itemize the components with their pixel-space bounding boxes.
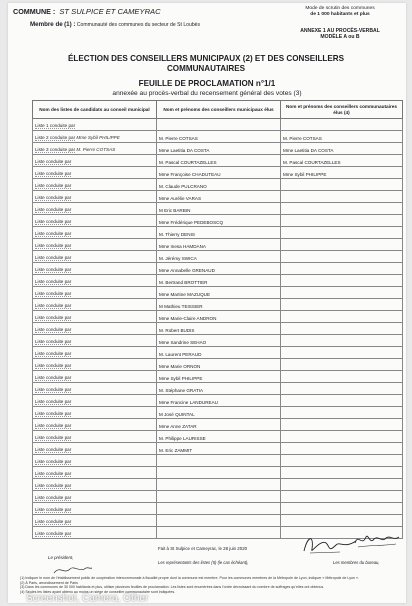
- municipal-elu: M. Stéphane GRATIA: [157, 383, 281, 395]
- municipal-elu: M. Robert BUDIS: [157, 323, 281, 335]
- table-row: [33, 371, 403, 383]
- list-cell: [33, 419, 157, 431]
- list-label: Liste conduite par: [35, 303, 72, 308]
- fait-a: Fait à St Sulpice et Cameyrac, le 28 juin 2020: [158, 546, 248, 551]
- list-label: Liste conduite par: [35, 447, 72, 452]
- municipal-elu: Mme Inesa HAMDANA: [157, 239, 281, 251]
- list-label: Liste conduite par: [35, 339, 72, 344]
- list-cell: [33, 215, 157, 227]
- communautaire-elu: [281, 395, 403, 407]
- table-row: [33, 515, 403, 527]
- list-label: Liste 1 conduite par: [35, 123, 76, 128]
- municipal-elu: [157, 479, 281, 491]
- municipal-elu: M. Laurent PERAUD: [157, 347, 281, 359]
- list-label: Liste conduite par: [35, 159, 72, 164]
- table-row: [33, 467, 403, 479]
- list-cell: [33, 491, 157, 503]
- list-cell: [33, 143, 157, 155]
- representants-label: Les représentants des listes (5) (le cas échéant),: [158, 560, 249, 565]
- list-cell: [33, 443, 157, 455]
- list-label: Liste conduite par: [35, 507, 72, 512]
- list-label: Liste conduite par: [35, 531, 72, 536]
- communautaire-elu: [281, 407, 403, 419]
- list-label: Liste conduite par: [35, 435, 72, 440]
- list-cell: [33, 383, 157, 395]
- municipal-elu: [157, 491, 281, 503]
- table-row: [33, 251, 403, 263]
- document-title: [36, 54, 376, 74]
- communautaire-elu: [281, 491, 403, 503]
- footnote-4: (4) Seules les listes ayant obtenu au moins un siège de conseiller communautaire sont indiquées.: [20, 589, 176, 594]
- municipal-elu: M. Bertrand BROTTIER: [157, 275, 281, 287]
- annexe-line-2: MODÈLE A ou B: [320, 34, 360, 41]
- list-label: Liste conduite par: [35, 183, 72, 188]
- header-listes: Nom des listes de candidats au conseil municipal: [33, 101, 157, 119]
- list-label: Liste conduite par: [35, 267, 72, 272]
- list-label: Liste conduite par: [35, 351, 72, 356]
- commune-value: ST SULPICE ET CAMEYRAC: [59, 7, 161, 16]
- list-cell: [33, 119, 157, 131]
- municipal-elu: [157, 503, 281, 515]
- municipal-elu: [157, 467, 281, 479]
- municipal-elu: [157, 515, 281, 527]
- list-label: Liste conduite par: [35, 207, 72, 212]
- communautaire-elu: [281, 467, 403, 479]
- list-cell: [33, 191, 157, 203]
- table-row: [33, 299, 403, 311]
- table-row: [33, 311, 403, 323]
- municipal-elu: M. Thierry DENIS: [157, 227, 281, 239]
- table-row: [33, 227, 403, 239]
- communautaire-elu: [281, 383, 403, 395]
- communautaire-elu: [281, 287, 403, 299]
- municipal-elu: [157, 455, 281, 467]
- membre-line: [30, 21, 200, 28]
- list-cell: [33, 335, 157, 347]
- list-cell: [33, 239, 157, 251]
- list-cell: [33, 275, 157, 287]
- table-row: [33, 491, 403, 503]
- list-label: Liste conduite par: [35, 315, 72, 320]
- list-label: Liste conduite par: [35, 219, 72, 224]
- municipal-elu: Mme Sandrine SEHAO: [157, 335, 281, 347]
- membre-label: Membre de: [30, 21, 63, 28]
- table-row: [33, 119, 403, 131]
- list-cell: [33, 515, 157, 527]
- communautaire-elu: [281, 347, 403, 359]
- mode-de-scrutin: [286, 6, 394, 18]
- list-label: Liste conduite par: [35, 255, 72, 260]
- list-cell: [33, 167, 157, 179]
- table-row: [33, 503, 403, 515]
- table-row: [33, 263, 403, 275]
- table-row: [33, 347, 403, 359]
- municipal-elu: Mme Anne ZATAR: [157, 419, 281, 431]
- signature-1: [300, 531, 360, 557]
- communautaire-elu: [281, 227, 403, 239]
- table-row: [33, 155, 403, 167]
- communautaire-elu: [281, 263, 403, 275]
- list-cell: [33, 527, 157, 539]
- list-cell: [33, 263, 157, 275]
- president-label: Le président,: [48, 555, 74, 560]
- municipal-elu: Mme Marie-Claire ANDRON: [157, 311, 281, 323]
- commune-line: [13, 7, 161, 16]
- communautaire-elu: [281, 431, 403, 443]
- list-leader: M. Pierre COTSAS: [76, 147, 116, 152]
- list-cell: [33, 179, 157, 191]
- list-label: Liste conduite par: [35, 195, 72, 200]
- municipal-elu: Mme Aurélie VARAS: [157, 191, 281, 203]
- list-label: Liste 2 conduite par: [35, 135, 76, 140]
- municipal-elu: M. Claude PULCRANO: [157, 179, 281, 191]
- header-communautaires: Nom et prénoms des conseillers communautaires élus (4): [281, 101, 403, 119]
- table-row: [33, 455, 403, 467]
- communautaire-elu: [281, 359, 403, 371]
- list-leader: Mme Sybil PHILIPPE: [76, 135, 120, 140]
- communautaire-elu: [281, 179, 403, 191]
- communautaire-elu: [281, 515, 403, 527]
- municipal-elu: M. Pierre COTSAS: [157, 131, 281, 143]
- communautaire-elu: [281, 191, 403, 203]
- list-label: Liste conduite par: [35, 423, 72, 428]
- mode-line-2: de 1 000 habitants et plus: [310, 12, 370, 17]
- list-cell: [33, 503, 157, 515]
- municipal-elu: Mme Martine MAZUQUE: [157, 287, 281, 299]
- list-label: Liste conduite par: [35, 495, 72, 500]
- list-label: Liste conduite par: [35, 231, 72, 236]
- municipal-elu: M Eric BARBIN: [157, 203, 281, 215]
- watermark: Screenshot, Camera, Other: [26, 593, 149, 603]
- municipal-elu: M. Eric ZAMMIT: [157, 443, 281, 455]
- municipal-elu: M. Jérémy SWICA: [157, 251, 281, 263]
- signature-2: [352, 529, 402, 551]
- list-label: Liste conduite par: [35, 291, 72, 296]
- list-label: Liste 3 conduite par: [35, 147, 76, 152]
- proclamation-sheet: [8, 3, 406, 603]
- proclamation-table: [32, 100, 403, 539]
- annexe-label: [290, 28, 390, 41]
- membres-label: Les membres du bureau,: [333, 560, 380, 565]
- list-label: Liste conduite par: [35, 411, 72, 416]
- list-cell: [33, 131, 157, 143]
- municipal-elu: Mme Annabelle GRENAUD: [157, 263, 281, 275]
- table-row: [33, 479, 403, 491]
- municipal-elu: Mme Frédérique PEDEBOSCQ: [157, 215, 281, 227]
- feuille-title: FEUILLE DE PROCLAMATION n°1/1: [138, 79, 276, 88]
- communautaire-elu: [281, 251, 403, 263]
- communautaire-elu: [281, 419, 403, 431]
- communautaire-elu: Mme Sybil PHILIPPE: [281, 167, 403, 179]
- list-cell: [33, 251, 157, 263]
- table-row: [33, 275, 403, 287]
- header-municipaux: Nom et prénoms des conseillers municipaux élus: [157, 101, 281, 119]
- communautaire-elu: [281, 443, 403, 455]
- municipal-elu: Mme Sybil PHILIPPE: [157, 371, 281, 383]
- table-row: [33, 431, 403, 443]
- communautaire-elu: [281, 299, 403, 311]
- communautaire-elu: [281, 311, 403, 323]
- list-label: Liste conduite par: [35, 483, 72, 488]
- list-cell: [33, 299, 157, 311]
- communautaire-elu: [281, 275, 403, 287]
- communautaire-elu: [281, 323, 403, 335]
- table-row: [33, 383, 403, 395]
- footnotes: [20, 576, 400, 594]
- communautaire-elu: [281, 335, 403, 347]
- list-label: Liste conduite par: [35, 399, 72, 404]
- list-cell: [33, 359, 157, 371]
- list-label: Liste conduite par: [35, 459, 72, 464]
- list-label: Liste conduite par: [35, 327, 72, 332]
- communautaire-elu: [281, 503, 403, 515]
- list-label: Liste conduite par: [35, 171, 72, 176]
- list-label: Liste conduite par: [35, 279, 72, 284]
- table-row: [33, 419, 403, 431]
- communautaire-elu: [281, 371, 403, 383]
- commune-label: COMMUNE :: [13, 7, 56, 16]
- table-row: [33, 335, 403, 347]
- table-row: [33, 359, 403, 371]
- list-cell: [33, 287, 157, 299]
- municipal-elu: M. Philippe LAURISSE: [157, 431, 281, 443]
- municipal-elu: M Mathieu TEISSIER: [157, 299, 281, 311]
- list-cell: [33, 347, 157, 359]
- municipal-elu: M. Pascal COURTAZELLES: [157, 155, 281, 167]
- communautaire-elu: [281, 455, 403, 467]
- title-line-2: COMMUNAUTAIRES: [166, 63, 246, 73]
- communautaire-elu: [281, 203, 403, 215]
- list-cell: [33, 395, 157, 407]
- communautaire-elu: M. Pierre COTSAS: [281, 131, 403, 143]
- list-cell: [33, 203, 157, 215]
- table-row: [33, 215, 403, 227]
- annexee-subtitle: annexée au procès-verbal du recensement général des votes (3): [112, 90, 302, 97]
- list-cell: [33, 323, 157, 335]
- table-row: [33, 407, 403, 419]
- list-label: Liste conduite par: [35, 243, 72, 248]
- footnote-3: (3) Dans les communes de 30 000 habitants et plus, utiliser plusieurs feuilles de proclamation. Les listes sont énumérées dans l'ordre décroissant du nombre de suffrages qu'elles ont obtenus.: [20, 585, 325, 590]
- list-cell: [33, 407, 157, 419]
- footnote-2: (2) À Paris, arrondissement de Paris: [20, 580, 78, 585]
- table-row: [33, 239, 403, 251]
- municipal-elu: Mme Francine LANDUREAU: [157, 395, 281, 407]
- list-cell: [33, 431, 157, 443]
- table-row: [33, 203, 403, 215]
- communautaire-elu: M. Pascal COURTAZELLES: [281, 155, 403, 167]
- table-row: [33, 191, 403, 203]
- footnote-1: (1) Indiquer le nom de l'établissement public de coopération intercommunale à fiscalité propre dont la commune est membre. Pour les communes membres de la Métropole de Lyon, indiquer « Métropole de Lyon ».: [20, 576, 360, 580]
- list-cell: [33, 227, 157, 239]
- list-label: Liste conduite par: [35, 363, 72, 368]
- communautaire-elu: [281, 239, 403, 251]
- list-cell: [33, 455, 157, 467]
- communautaire-elu: [281, 119, 403, 131]
- list-label: Liste conduite par: [35, 375, 72, 380]
- list-cell: [33, 479, 157, 491]
- list-label: Liste conduite par: [35, 387, 72, 392]
- table-row: [33, 287, 403, 299]
- list-cell: [33, 311, 157, 323]
- mode-line-1: Mode de scrutin des communes: [305, 6, 375, 11]
- title-line-1: ÉLECTION DES CONSEILLERS MUNICIPAUX (2) ET DES CONSEILLERS: [68, 54, 344, 63]
- annexe-line-1: ANNEXE 1 AU PROCÈS-VERBAL: [300, 28, 380, 34]
- table-header-row: [33, 101, 403, 119]
- municipal-elu: Mme Laetitia DA COSTA: [157, 143, 281, 155]
- list-cell: [33, 371, 157, 383]
- signature-president: [52, 563, 94, 577]
- list-cell: [33, 155, 157, 167]
- table-row: [33, 323, 403, 335]
- table-row: [33, 131, 403, 143]
- communautaire-elu: [281, 215, 403, 227]
- municipal-elu: M José QUINTAL: [157, 407, 281, 419]
- table-row: [33, 143, 403, 155]
- table-row: [33, 179, 403, 191]
- list-label: Liste conduite par: [35, 471, 72, 476]
- table-row: [33, 443, 403, 455]
- table-row: [33, 167, 403, 179]
- municipal-elu: Mme Françoise CHADUTEAU: [157, 167, 281, 179]
- communautaire-elu: [281, 479, 403, 491]
- municipal-elu: [157, 119, 281, 131]
- municipal-elu: [157, 527, 281, 539]
- communautaire-elu: Mme Laetitia DA COSTA: [281, 143, 403, 155]
- table-row: [33, 395, 403, 407]
- membre-value: Communauté des communes du secteur de St Loubès: [76, 22, 201, 28]
- list-label: Liste conduite par: [35, 519, 72, 524]
- list-cell: [33, 467, 157, 479]
- membre-ref: (1) :: [64, 21, 76, 28]
- municipal-elu: Mme Marie ORNON: [157, 359, 281, 371]
